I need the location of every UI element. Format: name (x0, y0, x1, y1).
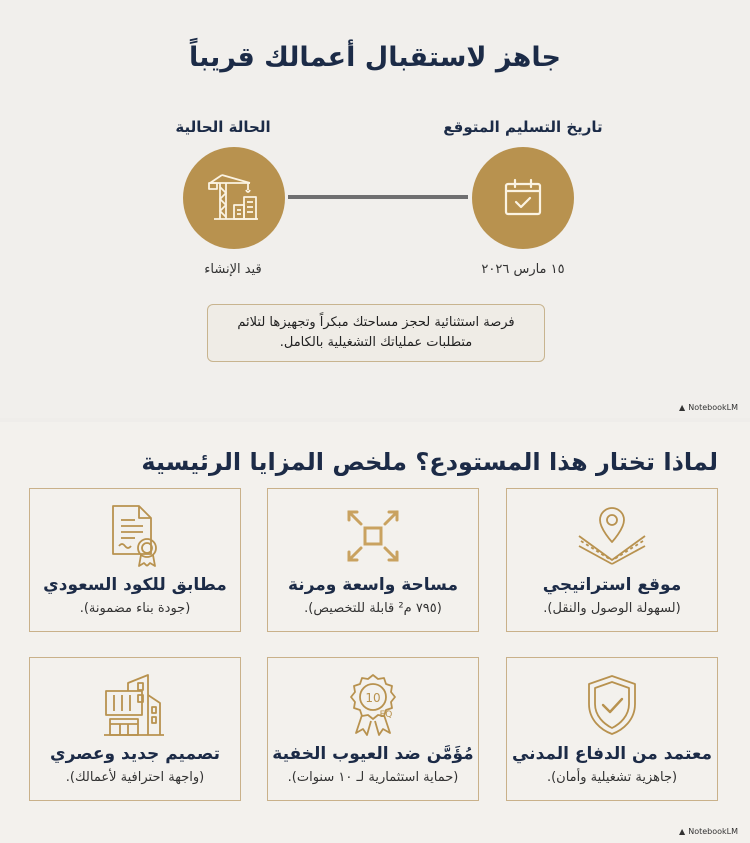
note-text: فرصة استثنائية لحجز مساحتك مبكراً وتجهيزها لتلائم متطلبات عملياتك التشغيلية بالكامل. (237, 315, 515, 350)
card-title: موقع استراتيجي (542, 575, 682, 595)
construction-crane-icon (183, 147, 285, 249)
svg-text:EQ: EQ (379, 710, 393, 720)
current-status-label: الحالة الحالية (175, 118, 271, 136)
feature-card-insurance (267, 657, 479, 801)
card-title: معتمد من الدفاع المدني (511, 744, 713, 764)
card-subtitle: (لسهولة الوصول والنقل). (543, 601, 681, 616)
card-subtitle: (واجهة احترافية لأعمالك). (65, 770, 205, 785)
card-subtitle: (حماية استثمارية لـ ١٠ سنوات). (287, 770, 459, 785)
notebooklm-watermark: ▲ NotebookLM (679, 827, 738, 836)
feature-card-space (267, 488, 479, 632)
card-title: مساحة واسعة ومرنة (288, 575, 458, 595)
delivery-date-value: ١٥ مارس ٢٠٢٦ (481, 262, 565, 277)
certificate-icon (109, 503, 161, 569)
shield-check-icon (585, 672, 639, 738)
card-title: تصميم جديد وعصري (50, 744, 220, 764)
card-title: مطابق للكود السعودي (43, 575, 227, 595)
notebooklm-watermark: ▲ NotebookLM (679, 403, 738, 412)
notebooklm-logo-icon: ▲ (679, 827, 686, 836)
slide-title: لماذا تختار هذا المستودع؟ ملخص المزايا الرئيسية (141, 448, 718, 476)
card-subtitle: (جودة بناء مضمونة). (79, 601, 191, 616)
location-pin-roads-icon (577, 503, 647, 569)
feature-card-location (506, 488, 718, 632)
feature-card-saudi-code (29, 488, 241, 632)
current-status-value: قيد الإنشاء (204, 262, 262, 277)
slide-title: جاهز لاستقبال أعمالك قريباً (188, 42, 561, 73)
feature-card-civil-defense (506, 657, 718, 801)
note-box (207, 304, 545, 362)
card-title: مُؤَمَّن ضد العيوب الخفية (272, 744, 474, 764)
expand-arrows-icon (343, 503, 403, 569)
svg-text:10: 10 (365, 691, 381, 705)
feature-card-modern-design (29, 657, 241, 801)
calendar-check-icon (472, 147, 574, 249)
10-eq-badge-icon (344, 672, 402, 738)
timeline-connector (288, 195, 468, 199)
card-subtitle: (٧٩٥ م² قابلة للتخصيص). (304, 601, 442, 616)
card-subtitle: (جاهزية تشغيلية وأمان). (546, 770, 678, 785)
slide-ready-soon (0, 0, 750, 418)
delivery-date-label: تاريخ التسليم المتوقع (443, 118, 603, 136)
modern-building-icon (102, 672, 168, 738)
notebooklm-logo-icon: ▲ (679, 403, 686, 412)
